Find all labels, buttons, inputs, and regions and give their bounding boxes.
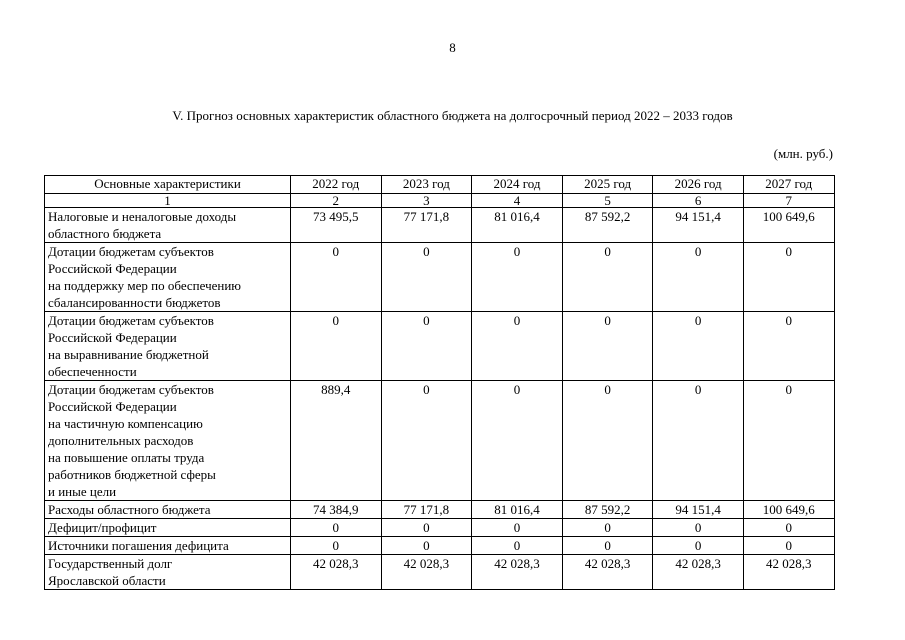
row-value: 42 028,3 [472, 555, 563, 590]
row-value: 73 495,5 [291, 208, 382, 243]
row-value: 0 [291, 537, 382, 555]
row-value: 0 [381, 519, 472, 537]
row-value: 0 [562, 243, 653, 312]
table-row [45, 312, 835, 381]
table-row [45, 555, 835, 590]
column-number: 5 [562, 194, 653, 208]
row-value: 0 [381, 537, 472, 555]
row-value: 42 028,3 [291, 555, 382, 590]
row-value: 100 649,6 [743, 501, 834, 519]
row-label: Дотации бюджетам субъектов Российской Федерации на поддержку мер по обеспечению сбалансированности бюджетов [45, 243, 291, 312]
header-year-2024: 2024 год [472, 176, 563, 194]
row-value: 0 [743, 312, 834, 381]
row-value: 77 171,8 [381, 501, 472, 519]
row-value: 0 [472, 537, 563, 555]
row-value: 0 [291, 519, 382, 537]
table-header-row [45, 176, 835, 194]
column-number: 1 [45, 194, 291, 208]
column-number: 2 [291, 194, 382, 208]
row-value: 87 592,2 [562, 501, 653, 519]
row-value: 42 028,3 [743, 555, 834, 590]
table-row [45, 381, 835, 501]
row-value: 0 [743, 243, 834, 312]
units-label: (млн. руб.) [773, 146, 833, 161]
row-value: 0 [562, 312, 653, 381]
row-value: 0 [653, 312, 744, 381]
column-numbers-row [45, 194, 835, 208]
row-value: 94 151,4 [653, 208, 744, 243]
header-year-2023: 2023 год [381, 176, 472, 194]
column-number: 4 [472, 194, 563, 208]
row-label: Государственный долг Ярославской области [45, 555, 291, 590]
row-value: 81 016,4 [472, 208, 563, 243]
budget-forecast-table [44, 175, 835, 590]
row-value: 0 [743, 537, 834, 555]
row-value: 100 649,6 [743, 208, 834, 243]
row-value: 0 [472, 312, 563, 381]
row-value: 81 016,4 [472, 501, 563, 519]
row-label: Источники погашения дефицита [45, 537, 291, 555]
row-value: 0 [743, 381, 834, 501]
header-year-2022: 2022 год [291, 176, 382, 194]
row-label: Расходы областного бюджета [45, 501, 291, 519]
row-value: 87 592,2 [562, 208, 653, 243]
header-characteristics: Основные характеристики [45, 176, 291, 194]
row-label: Дотации бюджетам субъектов Российской Федерации на частичную компенсацию дополнительных расходов на повышение оплаты труда работников бюджетной сферы и иные цели [45, 381, 291, 501]
table-row [45, 501, 835, 519]
table-row [45, 243, 835, 312]
row-value: 0 [562, 537, 653, 555]
header-year-2027: 2027 год [743, 176, 834, 194]
row-value: 42 028,3 [653, 555, 744, 590]
row-value: 0 [381, 243, 472, 312]
row-value: 0 [472, 519, 563, 537]
row-value: 94 151,4 [653, 501, 744, 519]
row-value: 0 [653, 243, 744, 312]
row-label: Налоговые и неналоговые доходы областного бюджета [45, 208, 291, 243]
row-value: 77 171,8 [381, 208, 472, 243]
row-label: Дотации бюджетам субъектов Российской Федерации на выравнивание бюджетной обеспеченности [45, 312, 291, 381]
row-value: 0 [291, 312, 382, 381]
row-value: 0 [653, 519, 744, 537]
row-value: 0 [472, 243, 563, 312]
row-value: 0 [653, 537, 744, 555]
row-value: 0 [381, 312, 472, 381]
row-value: 0 [562, 519, 653, 537]
table-row [45, 537, 835, 555]
table-row [45, 519, 835, 537]
row-value: 42 028,3 [381, 555, 472, 590]
header-year-2025: 2025 год [562, 176, 653, 194]
row-value: 74 384,9 [291, 501, 382, 519]
row-value: 0 [381, 381, 472, 501]
header-year-2026: 2026 год [653, 176, 744, 194]
row-value: 889,4 [291, 381, 382, 501]
row-value: 0 [291, 243, 382, 312]
column-number: 7 [743, 194, 834, 208]
page-number: 8 [449, 40, 456, 55]
row-value: 0 [743, 519, 834, 537]
table-row [45, 208, 835, 243]
row-value: 0 [562, 381, 653, 501]
row-label: Дефицит/профицит [45, 519, 291, 537]
page-title: V. Прогноз основных характеристик областного бюджета на долгосрочный период 2022 – 2033 годов [172, 108, 733, 123]
row-value: 0 [472, 381, 563, 501]
column-number: 6 [653, 194, 744, 208]
row-value: 42 028,3 [562, 555, 653, 590]
column-number: 3 [381, 194, 472, 208]
row-value: 0 [653, 381, 744, 501]
